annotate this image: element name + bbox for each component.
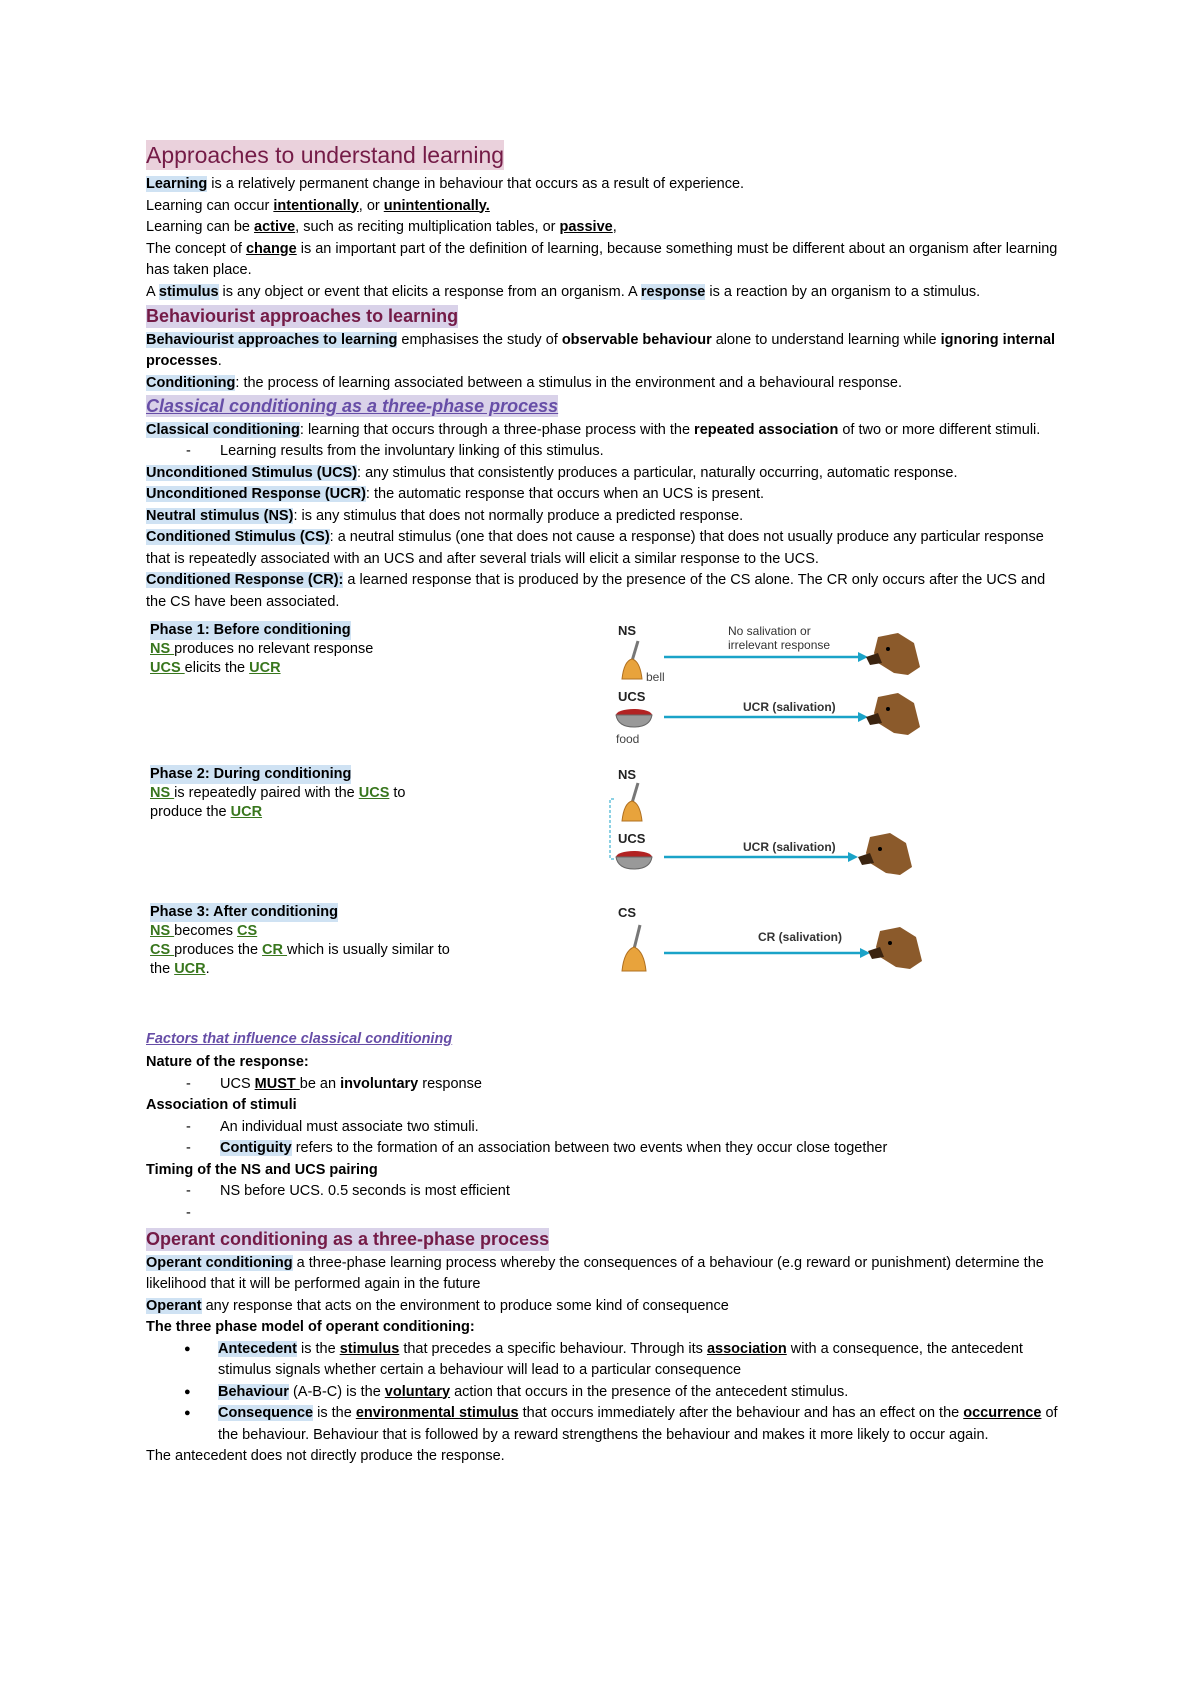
factors-heading: Factors that influence classical conditioning <box>146 1031 453 1047</box>
three-phase-model: The three phase model of operant conditioning: <box>146 1319 475 1335</box>
def-ns: Neutral stimulus (NS): is any stimulus that does not normally produce a predicted response. <box>146 507 744 524</box>
food-bowl-icon <box>616 851 652 869</box>
term-learning: Learning <box>146 176 208 192</box>
phase-1-diagram <box>608 619 928 749</box>
label-ns: NS <box>618 767 637 782</box>
arrow <box>664 948 870 958</box>
phase-3-text: Phase 3: After conditioning NS becomes CS CS produces the CR which is usually similar to the UCR. <box>150 904 450 977</box>
label-bell: bell <box>646 670 665 684</box>
label-ucs: UCS <box>618 831 646 846</box>
bell-icon <box>622 925 646 971</box>
pairing-bracket <box>610 799 614 859</box>
factor-nature: Nature of the response: <box>146 1054 309 1070</box>
label-ns: NS <box>618 623 637 638</box>
stimulus-response: A stimulus is any object or event that elicits a response from an organism. A response is a reaction by an organism to a stimulus. <box>146 283 981 300</box>
operant-heading: Operant conditioning as a three-phase process <box>146 1229 550 1249</box>
factor-timing-bullet-2 <box>146 1203 1066 1225</box>
document-content <box>146 140 1066 1468</box>
factor-association-bullet-1: - An individual must associate two stimuli. <box>146 1117 1066 1139</box>
page-title: Approaches to understand learning <box>146 142 505 168</box>
behaviourist-heading: Behaviourist approaches to learning <box>146 306 459 326</box>
bell-icon <box>622 783 642 821</box>
dog-icon <box>866 693 920 735</box>
behaviourist-definition: Behaviourist approaches to learning emphasises the study of observable behaviour alone to understand learning while ignoring internal processes. <box>146 331 1056 369</box>
arrow-2-label: UCR (salivation) <box>743 700 836 714</box>
factor-timing-bullet-1: - NS before UCS. 0.5 seconds is most efficient <box>146 1181 1066 1203</box>
bell-icon <box>622 641 642 679</box>
list-item-consequence: ● Consequence is the environmental stimulus that occurs immediately after the behaviour and has an effect on the occurrence of the behaviour. Behaviour that is followed by a reward strengthens the behaviour and makes it more likely to occur again. <box>218 1403 1066 1446</box>
factor-association-bullet-2: - Contiguity refers to the formation of an association between two events when they occur close together <box>146 1138 1066 1160</box>
phase-3 <box>146 901 1066 1011</box>
learning-occur: Learning can occur intentionally, or unintentionally. <box>146 197 490 214</box>
factor-nature-bullet: - UCS MUST be an involuntary response <box>146 1074 1066 1096</box>
def-cs: Conditioned Stimulus (CS): a neutral stimulus (one that does not cause a response) that does not usually produce any particular response that is repeatedly associated with an UCS and after several trials will elicit a similar response to the UCS. <box>146 529 1044 567</box>
label-cs: CS <box>618 905 637 920</box>
phase-3-diagram <box>608 901 928 991</box>
dog-icon <box>868 927 922 969</box>
phase-2-diagram <box>608 763 928 883</box>
classical-heading: Classical conditioning as a three-phase process <box>146 396 559 416</box>
def-cr: Conditioned Response (CR): a learned response that is produced by the presence of the CS alone. The CR only occurs after the UCS and the CS have been associated. <box>146 572 1046 610</box>
operant-phase-list <box>146 1339 1066 1447</box>
factor-timing: Timing of the NS and UCS pairing <box>146 1161 378 1178</box>
phase-2-title: Phase 2: During conditioning <box>150 766 352 782</box>
label-ucs: UCS <box>618 689 646 704</box>
arrow-1 <box>664 652 868 662</box>
phase-1-title: Phase 1: Before conditioning <box>150 622 351 638</box>
factor-association: Association of stimuli <box>146 1097 297 1113</box>
def-ucr: Unconditioned Response (UCR): the automatic response that occurs when an UCS is present. <box>146 486 765 502</box>
arrow-1-label-line2: irrelevant response <box>728 638 831 652</box>
phase-1 <box>146 619 1066 757</box>
operant-conditioning-definition: Operant conditioning a three-phase learning process whereby the consequences of a behaviour (e.g reward or punishment) determine the likelihood that it will be performed again in the future <box>146 1254 1044 1292</box>
phase-3-figure <box>608 901 928 999</box>
operant-definition: Operant any response that acts on the environment to produce some kind of consequence <box>146 1297 729 1314</box>
arrow-label: UCR (salivation) <box>743 840 836 854</box>
dog-icon <box>866 633 920 675</box>
list-item-antecedent: ● Antecedent is the stimulus that precedes a specific behaviour. Through its association with a consequence, the antecedent stimulus signals whether certain a behaviour will lead to a particular consequence <box>218 1339 1066 1382</box>
arrow-1-label: No salivation or <box>728 624 811 638</box>
food-bowl-icon <box>616 709 652 727</box>
phase-1-figure <box>608 619 928 757</box>
change-concept: The concept of change is an important part of the definition of learning, because something must be different about an organism after learning has taken place. <box>146 240 1058 278</box>
classical-bullet: - Learning results from the involuntary linking of this stimulus. <box>146 441 1066 463</box>
closing-line: The antecedent does not directly produce the response. <box>146 1448 505 1464</box>
conditioning-definition: Conditioning: the process of learning associated between a stimulus in the environment and a behavioural response. <box>146 374 902 391</box>
phase-1-text: Phase 1: Before conditioning NS produces no relevant response UCS elicits the UCR <box>150 622 374 676</box>
learning-active: Learning can be active, such as reciting multiplication tables, or passive, <box>146 219 617 235</box>
list-item-behaviour: ● Behaviour (A-B-C) is the voluntary action that occurs in the presence of the antecedent stimulus. <box>218 1382 1066 1404</box>
phase-3-title: Phase 3: After conditioning <box>150 904 338 920</box>
classical-definition: Classical conditioning: learning that occurs through a three-phase process with the repeated association of two or more different stimuli. <box>146 421 1041 438</box>
label-food: food <box>616 732 640 746</box>
dog-icon <box>858 833 912 875</box>
def-ucs: Unconditioned Stimulus (UCS): any stimulus that consistently produces a particular, naturally occurring, automatic response. <box>146 464 958 481</box>
phase-2-text: Phase 2: During conditioning NS is repeatedly paired with the UCS to produce the UCR <box>150 766 406 820</box>
learning-definition: Learning is a relatively permanent change in behaviour that occurs as a result of experience. <box>146 176 745 192</box>
phase-2 <box>146 763 1066 895</box>
arrow-label: CR (salivation) <box>758 930 843 944</box>
phase-2-figure <box>608 763 928 891</box>
